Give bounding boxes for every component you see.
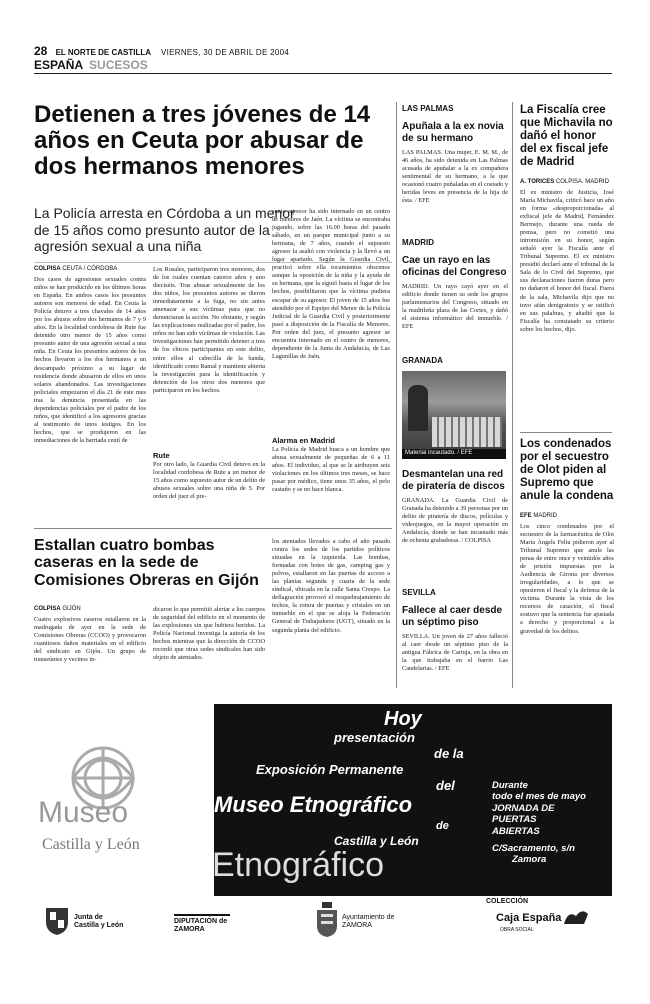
- section-main: ESPAÑA: [34, 58, 83, 72]
- second-byline: [34, 606, 81, 612]
- brief-title: Cae un rayo en las oficinas del Congreso: [402, 255, 507, 278]
- olot-title: Los condenados por el secuestro de Olot piden al Supremo que anule la condena: [520, 438, 614, 502]
- brief-text: SEVILLA. Un joven de 27 años falleció al caer desde un séptimo piso de la antigua Fábrica de Cartuja, en la obra en la que trabajaba en el barrio Las Candelarias. / EFE: [402, 633, 508, 673]
- second-col-1: Cuatro explosivos caseros estallaron en la madrugada de ayer en la sede de Comisiones Obreras (CCOO) y provocaron cuantiosos daños materiales en el edificio del sindicato en Gijón. Un grupo de transeúntes y vecinos in-: [34, 616, 146, 664]
- photo-caption: Material incautado. / EFE: [402, 449, 506, 459]
- museum-advert: [34, 704, 612, 896]
- brief-text: MADRID. Un rayo cayó ayer en el edificio donde tienen su sede los grupos parlamentarios del Congreso, situado en la madrileña plaza de las Cortes, y dañó el sistema informático del inmueble. / EFE: [402, 283, 508, 331]
- fiscalia-text: El ex ministro de Justicia, José María Michavila, criticó hace un año en forma «desproporcionada» al exfiscal jefe de Madrid, Fernández Bermejo, durante una rueda de prensa, pero no cometió una intromisión en su honor, según señaló ayer la Fiscalía ante el Tribunal Supremo. El ex ministro presidió declaró ante el tribunal de la Sala de lo Civil del Supremo, que sus declaraciones fueron duras pero no dañaron el honor del fiscal. Fuera de la sala, Michavila dijo que no tuvo afán denigratorio y se ratificó en sus palabras, y añadió que la Fiscalía ha constatado su criterio sobre los hechos, dijo.: [520, 188, 614, 333]
- brief-las-palmas: [402, 104, 508, 225]
- advert-panel: [214, 704, 612, 896]
- advert-r7: Zamora: [512, 854, 547, 866]
- olot-byline: [520, 513, 614, 519]
- olot-place: MADRID: [533, 512, 558, 519]
- brief-title: Desmantelan una red de piratería de discos: [402, 469, 505, 492]
- advert-l3: Exposición Permanente: [256, 762, 404, 777]
- byline-place: CEUTA / CÓRDOBA: [62, 266, 118, 272]
- advert-hoy: Hoy: [384, 708, 422, 730]
- section-sub: SUCESOS: [89, 58, 148, 72]
- section-label: [34, 58, 148, 72]
- brief-fiscalia: [520, 104, 614, 389]
- advert-l6: de: [436, 820, 449, 832]
- brief-label: GRANADA: [402, 356, 443, 365]
- caja-logo-icon: [562, 908, 590, 926]
- lead-subhead: La Policía arresta en Córdoba a un menor de 15 años como presunto autor de la agresión sexual a una niña: [34, 205, 295, 255]
- sponsor-junta: Junta de Castilla y León: [74, 914, 124, 930]
- advert-l4: del: [436, 778, 455, 793]
- brief-label: LAS PALMAS: [402, 104, 454, 113]
- lead-col-3: [272, 208, 390, 524]
- page-number: 28: [34, 44, 48, 58]
- museum-logo: [38, 738, 168, 858]
- brief-title: Fallece al caer desde un séptimo piso: [402, 605, 503, 628]
- lead-col-2: [153, 266, 265, 524]
- issue-date: VIERNES, 30 DE ABRIL DE 2004: [160, 48, 290, 57]
- byline-agency-2: COLPISA: [34, 606, 61, 612]
- header-rule: [34, 73, 612, 74]
- logo-museo: Museo: [38, 796, 129, 829]
- lead-col-2-text: Los Rosales, participaron tres menores, dos de los cuales cuentan catorce años y uno dieciséis. Tras abusar sexualmente de los dos niños, los presuntos autores se dieron inmediatamente a la fuga, no sin antes amenazar a sus víctimas para que no denunciaran la acción. No obstante, y según las explicaciones realizadas por el padre, los niños no han sido víctimas de violación. Las investigaciones han permitido detener a tres de los chicos participantes en este delito, entre ellos al cabecilla de la banda, identificado como Ramal y mantiene abierta la investigación para la identificación y detención de los otros dos menores que participaron en los hechos.: [153, 266, 265, 394]
- brief-title: Apuñala a la ex novia de su hermano: [402, 121, 504, 144]
- byline-place-2: GIJÓN: [62, 606, 81, 612]
- fiscalia-title: La Fiscalía cree que Michavila no dañó el honor del ex fiscal jefe de Madrid: [520, 104, 613, 168]
- advert-l2: de la: [434, 746, 464, 761]
- paper-name: EL NORTE DE CASTILLA: [55, 48, 151, 57]
- advert-l7: Castilla y León: [334, 834, 419, 848]
- lead-col-3-text: sunto agresor ha sido internado en un centro de menores de Jaén. La víctima se encontraba jugando, sobre las 16.00 horas del pasado sábado, en un parque municipal junto a su hermana, de 7 años, cuando el supuesto agresor la asaltó con violencia y la llevó a un lugar apartado. Según la Guardia Civil, practicó sobre ella tocamientos obscenos aunque la oposición de la niña y la ayuda de su hermana, que la siguió hasta el lugar de los hechos, posibilitaron que la víctima pudiera escapar de su agresor. El joven de 15 años fue atendido por el Equipo del Menor de la Policía Judicial de la Guardia Civil y posteriormente pasó a disposición de la Fiscalía de Menores. Por orden del juez, el presunto agresor se encuentra internado en el centro de menores, dependiente de la Junta de Andalucía, de Las Lagunillas de Jaén.: [272, 208, 390, 360]
- fiscalia-author: A. TORICES: [520, 178, 555, 185]
- second-col-3: los atentados llevados a cabo el año pasado contra los sedes de los partidos políticos situadas en la izquierda. Las bombas, formadas con botes de gas, camping gas y polvos, estallaron en las puertas de acceso a las plantas segunda y cuarta de la sede sindical, ubicada en la calle Santa Crespo. La deflagración provocó el resquebrajamiento de techos, la rotura de puertas y cristales en un inmueble en el que se aloja la Federación General de Trabajadores (UGT), situado en la segunda planta del edificio.: [272, 538, 390, 634]
- brief-text: GRANADA. La Guardia Civil de Granada ha detenido a 39 personas por un delito de piratería de discos, películas y videojuegos, en la mayor operación en Andalucía, donde se han incautado más de ochenta grabadoras. / COLPISA: [402, 497, 508, 543]
- brief-madrid: [402, 238, 508, 341]
- granada-photo: [402, 371, 506, 459]
- column-rule-2: [512, 102, 513, 688]
- brief-text: LAS PALMAS. Una mujer, E. M. M., de 46 años, ha sido detenida en Las Palmas acusada de apuñalar a la ex compañera sentimental de su hermano, a la que ocasionó cuatro puñaladas en el costado y heridas leves en presencia de la hija de ésta. / EFE: [402, 149, 508, 205]
- brief-label: MADRID: [402, 238, 434, 247]
- alarma-subhead: Alarma en Madrid: [272, 436, 335, 445]
- advert-l1: presentación: [334, 730, 415, 745]
- olot-author: EFE: [520, 512, 532, 519]
- advert-r5: ABIERTAS: [492, 825, 540, 837]
- sponsor-caja: Caja España: [496, 912, 562, 924]
- olot-text: Los cinco condenados por el secuestro de la farmacéutica de Olot María Àngels Feliu pidieron ayer al Tribunal Supremo que anule las penas de entre once y veintidós años de prisión impuestas por la Audiencia de Girona por diversos irregularidades, a lo que se opusieron el fiscal y la defensa de la víctima. Durante la vista de los recursos de casación, el fiscal sostuvo que la sentencia fue ajustada a derecho y proporcional a la gravedad de los delitos.: [520, 522, 614, 635]
- brief-sevilla: [402, 588, 508, 679]
- advert-r6: C/Sacramento, s/n: [492, 842, 575, 854]
- ayuntamiento-shield-icon: [316, 902, 338, 938]
- fiscalia-byline: [520, 179, 614, 185]
- advert-right-text: [492, 780, 608, 866]
- running-head: [34, 44, 289, 58]
- brief-label: SEVILLA: [402, 588, 436, 597]
- sponsor-coleccion: COLECCIÓN: [486, 898, 528, 905]
- sponsor-ayuntamiento: Ayuntamiento de ZAMORA: [342, 914, 395, 930]
- sponsor-obra: OBRA SOCIAL: [500, 927, 534, 933]
- sponsor-bar: [34, 896, 612, 944]
- alarma-text: La Policía de Madrid busca a un hombre que abusa sexualmente de pequeñas de 6 a 11 años. El individuo, al que se le atribuyen seis violaciones en los últimos tres meses, se hace pasar por médico, tiene unos 35 años, el pelo castaño y se no hace blanca.: [272, 446, 390, 494]
- advert-r1: Durante: [492, 780, 528, 791]
- second-col-2: dicaron lo que permitió alertar a los cuerpos de seguridad del edificio en el momento de las explosiones sin que hubiera heridos. La Policía Nacional investiga la autoría de los hechos mientras que la dirección de CCOO recordó que otras sedes sindicales han sido objeto de atentados.: [153, 606, 265, 662]
- advert-r2: todo el mes de mayo: [492, 791, 586, 803]
- rute-text: Por otro lado, la Guardia Civil detuvo en la localidad cordobesa de Rute a un menor de 15 años como supuesto autor de un delito de abusos sexuales sobre una niña de 5. Por orden del juez el pre-: [153, 461, 265, 501]
- column-rule-1: [396, 102, 397, 688]
- lead-col-1: Dos casos de agresiones sexuales contra niños se han producido en los últimos horas en España. En ambos casos los presuntos autores son menores de edad. En Ceuta la Policía detuvo a tres chavales de 14 años por los abusos sobre dos hermanos de 7 y 9 años. En la localidad cordobesa de Rute fue detenido otro menor de 15 años como presunto autor de una agresión sexual a una niña. En Ceuta los presuntos autores de los hechos llevaron a los dos hermanos a un descampado próximo a su lugar de residencia donde abusaron de ellos en unos solares abandonados. Las investigaciones policiales empezaron el día 21 de este mes tras la denuncia presentada en las dependencias policiales por el padre de los niños, que identificó a los agresores gracias al testimonio de unos testigos. En los hechos, que se produjeron en las inmediaciones de la barriada ceutí de: [34, 276, 146, 444]
- advert-r3: JORNADA DE: [492, 802, 555, 814]
- logo-etnografico: Etnográfico: [212, 846, 384, 884]
- sponsor-diputacion: DIPUTACIÓN de ZAMORA: [174, 914, 230, 935]
- fiscalia-place: COLPISA. MADRID: [555, 178, 609, 185]
- second-headline: Estallan cuatro bombas caseras en la sede de Comisiones Obreras en Gijón: [34, 537, 259, 589]
- lead-byline: [34, 266, 117, 272]
- rute-subhead: Rute: [153, 451, 170, 460]
- lead-headline: Detienen a tres jóvenes de 14 años en Ceuta por abusar de dos hermanos menores: [34, 101, 371, 180]
- far-right-rule: [520, 432, 612, 433]
- story-divider: [34, 528, 392, 529]
- logo-region: Castilla y León: [42, 836, 140, 853]
- junta-shield-icon: [44, 906, 70, 936]
- byline-agency: COLPISA: [34, 266, 61, 272]
- advert-l5: Museo Etnográfico: [214, 792, 413, 817]
- advert-r4: PUERTAS: [492, 814, 537, 826]
- brief-granada: [402, 356, 508, 543]
- brief-olot: [520, 438, 614, 679]
